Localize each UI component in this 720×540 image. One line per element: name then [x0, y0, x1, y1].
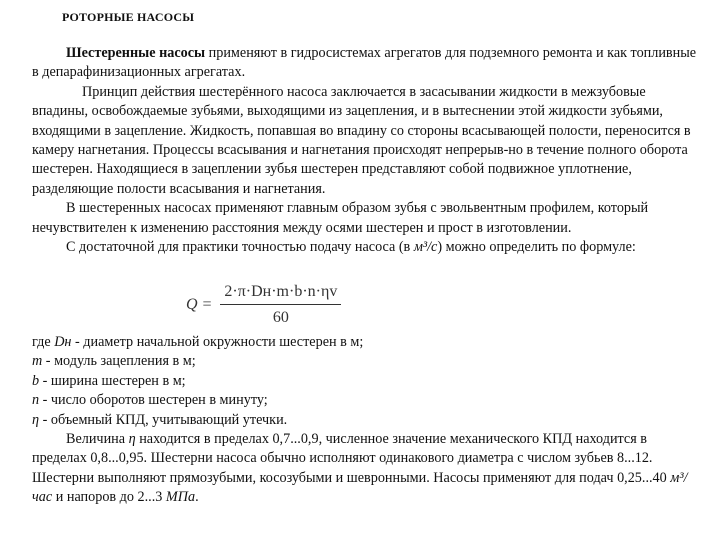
- eff-text-c: и напоров до 2...3: [52, 489, 166, 506]
- eff-unit-1: м³/час: [32, 469, 688, 506]
- term-gear-pumps: Шестеренные насосы: [66, 45, 206, 61]
- flow-formula: [186, 283, 341, 327]
- symbol: n: [32, 392, 40, 409]
- formula-numerator: 2·π·Dн·m·b·n·ηv: [220, 283, 341, 305]
- paragraph-profile: В шестеренных насосах применяют главным образом зубья с эвольвентным профилем, который нечувствителен к изменению расстояния между осями шестерен и прост в изготовлении.: [32, 200, 649, 236]
- formula-lhs: Q =: [186, 296, 213, 313]
- symbol: m: [32, 353, 43, 370]
- symbol: η: [32, 411, 40, 428]
- definition-text: - модуль зацепления в м;: [42, 353, 196, 370]
- definition-item: [32, 411, 704, 430]
- document-body: [32, 44, 704, 257]
- defs-prefix: где: [32, 334, 55, 350]
- eff-unit-2: МПа: [165, 489, 196, 506]
- eff-text-a: Величина: [66, 431, 129, 448]
- symbol: b: [32, 372, 40, 389]
- symbol-definitions: [32, 333, 704, 508]
- paragraph-intro: [32, 44, 704, 83]
- definition-text: - число оборотов шестерен в минуту;: [39, 392, 268, 409]
- flow-unit: м³/с: [413, 239, 438, 256]
- paragraph-efficiency: [32, 430, 704, 508]
- eff-text-b: находится в пределах 0,7...0,9, численное значение механического КПД находится в пределах 0,8...0,95. Шестерни насоса обычно исполняют одинакового диаметра с числом зубьев 8...12. Шестерни выполняют прямозубыми, косозубыми и шевронными. Насосы применяют для подач 0,25...40: [32, 431, 671, 486]
- definition-item: [32, 391, 704, 410]
- definition-text: - объемный КПД, учитывающий утечки.: [39, 411, 288, 428]
- formula-denominator: 60: [272, 309, 289, 326]
- definition-text: - ширина шестерен в м;: [39, 372, 186, 389]
- definition-item: [32, 352, 704, 371]
- symbol: Dн: [54, 334, 72, 350]
- definition-text: - диаметр начальной окружности шестерен в м;: [71, 334, 364, 350]
- eff-symbol: η: [128, 431, 136, 448]
- formula-intro-text-2: ) можно определить по формуле:: [437, 239, 636, 256]
- page-title: РОТОРНЫЕ НАСОСЫ: [62, 10, 195, 24]
- definition-item: [32, 333, 704, 352]
- paragraph-formula-intro: [32, 238, 704, 257]
- intro-text: применяют в гидросистемах агрегатов для подземного ремонта и как топливные в депарафинизационных агрегатах.: [32, 45, 697, 81]
- definition-item: [32, 372, 704, 391]
- formula-fraction: [220, 283, 341, 327]
- paragraph-principle: Принцип действия шестерённого насоса заключается в засасывании жидкости в межзубовые впадины, освобождаемые зубьями, выходящими из зацепления, и в вытеснении этой жидкости зубьями, входящими в зацепление. Жидкость, попавшая во впадину со стороны всасывающей полости, переносится в камеру нагнетания. Процессы всасывания и нагнетания происходят непрерыв-но в течение полного оборота шестерен. Находящиеся в зацеплении зубья шестерен представляют собой подвижное уплотнение, разделяющие полости всасывания и нагнетания.: [32, 83, 691, 197]
- formula-intro-text: С достаточной для практики точностью подачу насоса (в: [66, 239, 414, 256]
- eff-text-d: .: [195, 489, 199, 506]
